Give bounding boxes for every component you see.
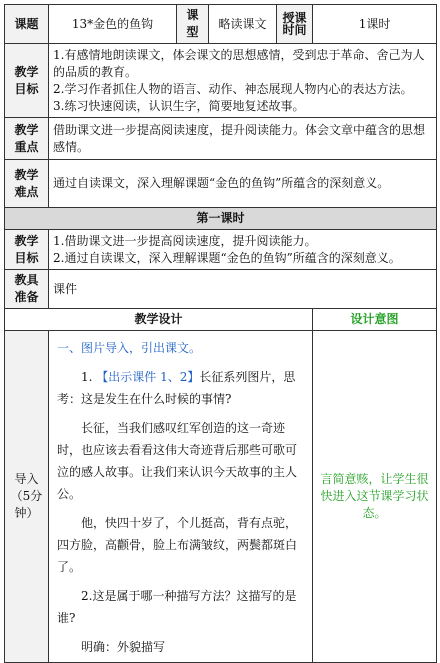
paragraph-1 bbox=[57, 366, 306, 410]
paragraph-2: 长征，当我们感叹红军创造的这一奇迹时，也应该去看看这伟大奇迹背后那些可歌可泣的感人故事。让我们来认识今天故事的主人公。 bbox=[57, 421, 298, 501]
section-title: 第一课时 bbox=[5, 208, 437, 230]
courseware-highlight: 【出示课件 1、2】 bbox=[96, 370, 200, 384]
period-goal-line-1: 1.借助课文进一步提高阅读速度，提升阅读能力。 bbox=[53, 233, 317, 248]
goals-label: 教学目标 bbox=[5, 44, 49, 118]
goal-line-1: 1.有感情地朗读课文，体会课文的思想感情，受到忠于革命、舍己为人的品质的教育。 bbox=[53, 47, 425, 79]
type-label: 课型 bbox=[177, 5, 209, 44]
topic-value: 13*金色的鱼钩 bbox=[49, 5, 177, 44]
goals-row bbox=[5, 44, 437, 118]
section-row bbox=[5, 208, 437, 230]
header-row bbox=[5, 5, 437, 44]
design-body-row bbox=[5, 331, 437, 663]
tools-label: 教具准备 bbox=[5, 270, 49, 309]
tools-row bbox=[5, 270, 437, 309]
p1-prefix: 1. bbox=[81, 370, 97, 384]
design-content bbox=[49, 331, 313, 663]
period-goals-content bbox=[49, 230, 437, 270]
paragraph-4: 2.这是属于哪一种描写方法？这描写的是谁? bbox=[57, 589, 297, 625]
difficulties-label: 教学难点 bbox=[5, 160, 49, 208]
difficulties-text: 通过自读课文，深入理解课题“金色的鱼钩”所蕴含的深刻意义。 bbox=[49, 160, 437, 208]
paragraph-3: 他，快四十岁了，个儿挺高，背有点驼，四方脸，高颧骨，脸上布满皱纹，两鬓都斑白了。 bbox=[57, 516, 298, 574]
period-goals-label: 教学目标 bbox=[5, 230, 49, 270]
key-points-text: 借助课文进一步提高阅读速度，提升阅读能力。体会文章中蕴含的思想感情。 bbox=[49, 118, 437, 160]
p1-rest: 长征系列图片，思考：这是发生在什么时候的事情? bbox=[57, 370, 296, 406]
lesson-plan-table bbox=[4, 4, 437, 663]
type-value: 略读课文 bbox=[209, 5, 277, 44]
intent-head: 设计意图 bbox=[313, 309, 437, 331]
step-title: 一、图片导入，引出课文。 bbox=[57, 341, 202, 355]
topic-label: 课题 bbox=[5, 5, 49, 44]
tools-text: 课件 bbox=[49, 270, 437, 309]
time-value: 1课时 bbox=[313, 5, 437, 44]
time-label: 授课时间 bbox=[277, 5, 313, 44]
lesson-plan-page bbox=[4, 4, 436, 654]
goals-content bbox=[49, 44, 437, 118]
goal-line-3: 3.练习快速阅读，认识生字，简要地复述故事。 bbox=[53, 98, 305, 113]
design-head: 教学设计 bbox=[5, 309, 313, 331]
difficulties-row bbox=[5, 160, 437, 208]
key-points-row bbox=[5, 118, 437, 160]
goal-line-2: 2.学习作者抓住人物的语言、动作、神态展现人物内心的表达方法。 bbox=[53, 81, 413, 96]
key-points-label: 教学重点 bbox=[5, 118, 49, 160]
design-head-row bbox=[5, 309, 437, 331]
phase-label: 导入（5分钟） bbox=[5, 331, 49, 663]
design-intent: 言简意赅，让学生很快进入这节课学习状态。 bbox=[313, 331, 437, 663]
paragraph-5: 明确：外貌描写 bbox=[81, 640, 166, 654]
period-goals-row bbox=[5, 230, 437, 270]
period-goal-line-2: 2.通过自读课文，深入理解课题“金色的鱼钩”所蕴含的深刻意义。 bbox=[53, 250, 401, 265]
